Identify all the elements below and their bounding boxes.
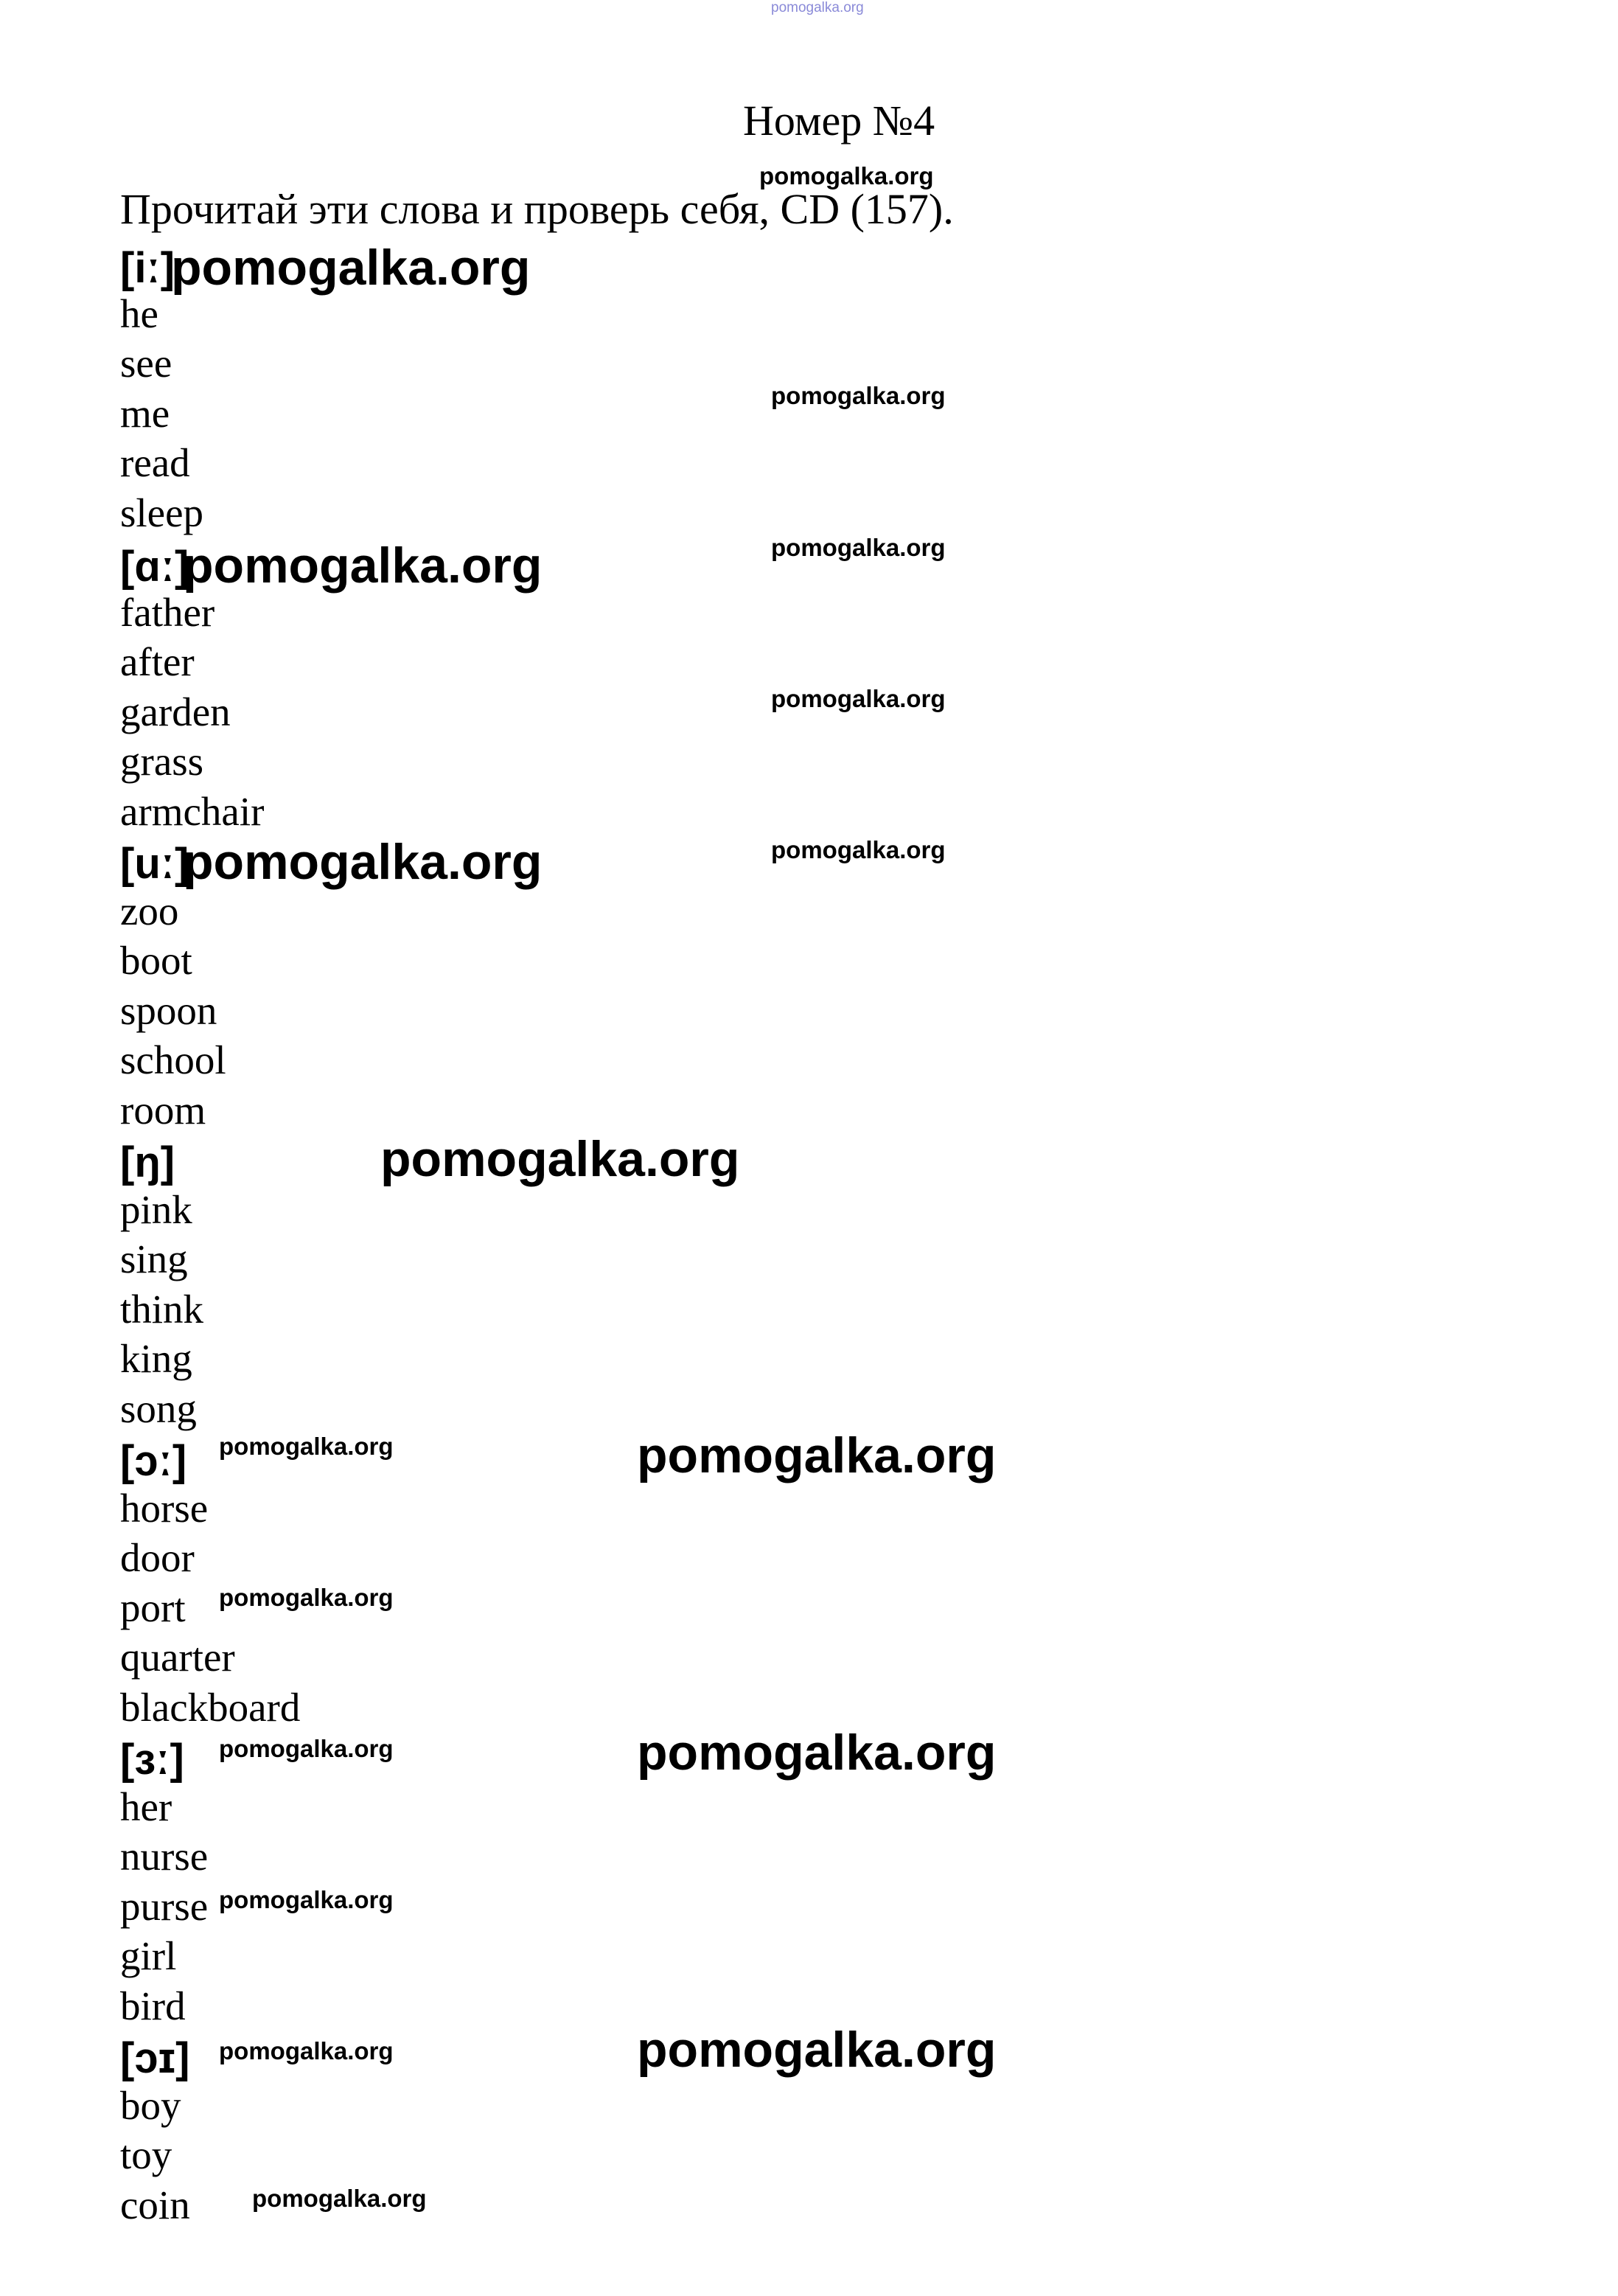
word: pink (120, 1187, 192, 1232)
word: read (120, 440, 190, 485)
sound-label: [ɔː] (120, 1437, 187, 1485)
top-watermark: pomogalka.org (771, 0, 864, 15)
watermark: pomogalka.org (183, 834, 543, 890)
word: see (120, 341, 172, 386)
word: room (120, 1088, 206, 1133)
page-title: Номер №4 (743, 97, 935, 145)
watermark: pomogalka.org (637, 1427, 997, 1483)
word: think (120, 1287, 204, 1332)
watermark: pomogalka.org (637, 2022, 997, 2078)
sound-label: [ɜː] (120, 1736, 184, 1784)
word: nurse (120, 1834, 209, 1879)
watermark: pomogalka.org (771, 382, 946, 409)
word: horse (120, 1486, 209, 1531)
word: coin (120, 2182, 190, 2227)
word: her (120, 1784, 172, 1829)
sound-label: [ɑː] (120, 543, 189, 591)
watermark: pomogalka.org (219, 2037, 394, 2064)
sound-label: [ŋ] (120, 1138, 175, 1186)
watermark: pomogalka.org (252, 2185, 427, 2212)
watermark: pomogalka.org (771, 836, 946, 863)
watermark: pomogalka.org (219, 1735, 394, 1762)
word: me (120, 391, 170, 436)
word: king (120, 1336, 192, 1381)
watermark: pomogalka.org (219, 1584, 394, 1611)
word: toy (120, 2132, 172, 2177)
watermark: pomogalka.org (219, 1886, 394, 1913)
word: sleep (120, 490, 204, 535)
watermark: pomogalka.org (219, 1433, 394, 1460)
word: he (120, 291, 158, 336)
sound-label: [iː] (120, 244, 175, 292)
word: zoo (120, 888, 179, 933)
word: father (120, 590, 215, 635)
watermark: pomogalka.org (380, 1131, 740, 1187)
word: purse (120, 1884, 209, 1929)
word: song (120, 1386, 197, 1431)
word: quarter (120, 1635, 235, 1680)
word: blackboard (120, 1685, 301, 1730)
word: spoon (120, 988, 217, 1033)
watermark: pomogalka.org (171, 240, 531, 296)
watermark: pomogalka.org (759, 162, 934, 189)
word: sing (120, 1236, 188, 1281)
word: girl (120, 1933, 177, 1978)
watermark: pomogalka.org (183, 538, 543, 594)
watermark: pomogalka.org (771, 534, 946, 561)
word: after (120, 639, 195, 684)
word: boy (120, 2083, 181, 2128)
word: boot (120, 938, 192, 983)
word: school (120, 1037, 226, 1082)
word: grass (120, 739, 204, 784)
word: port (120, 1585, 186, 1630)
sound-label: [ɔɪ] (120, 2034, 190, 2082)
instruction: Прочитай эти слова и проверь себя, CD (157). (120, 185, 954, 233)
word: bird (120, 1983, 186, 2028)
word: door (120, 1535, 195, 1580)
watermark: pomogalka.org (637, 1725, 997, 1781)
sound-label: [uː] (120, 840, 189, 888)
word: garden (120, 689, 231, 734)
watermark: pomogalka.org (771, 685, 946, 712)
word: armchair (120, 789, 265, 834)
